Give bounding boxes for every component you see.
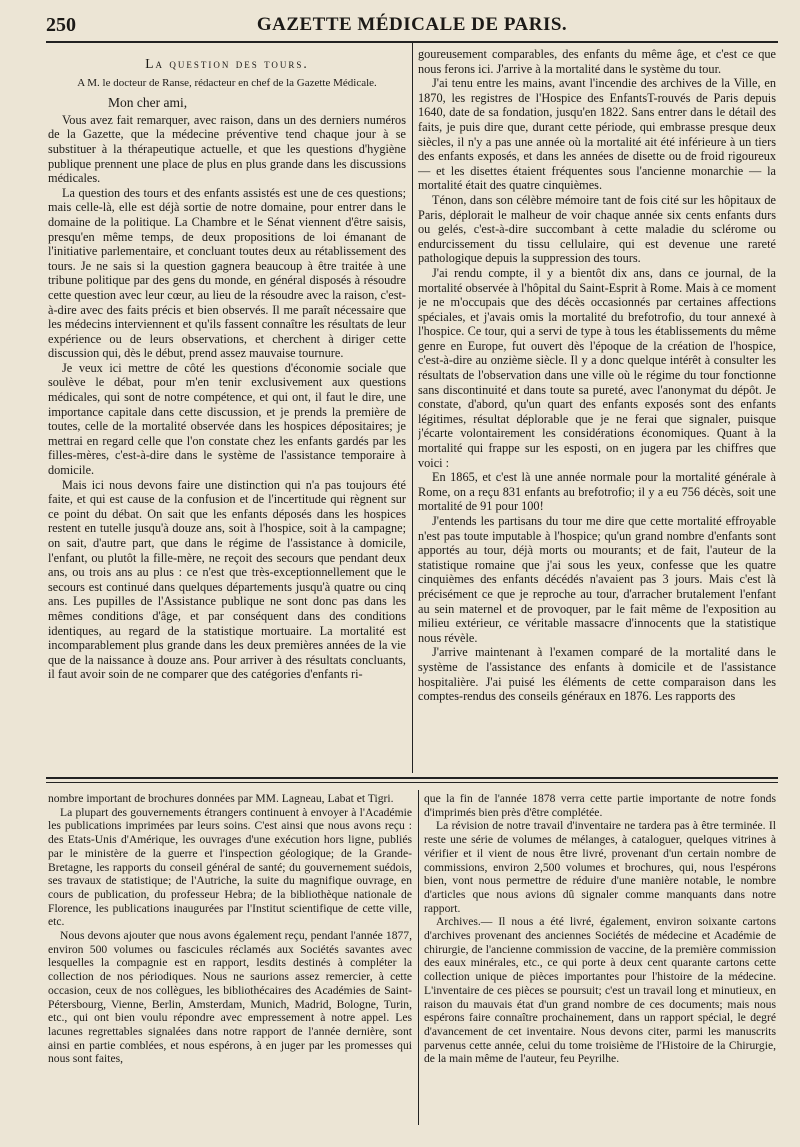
column-divider (412, 43, 413, 773)
right-paragraph: En 1865, et c'est là une année normale pour la mortalité générale à Rome, on a reçu 831 enfants au brefotrofio; il y a eu 756 décès, soit une mortalité de 91 pour 100! (418, 470, 776, 514)
article-title: La question des tours. (145, 56, 309, 71)
article-right-column (418, 47, 776, 772)
article-addressee: A M. le docteur de Ranse, rédacteur en chef de la Gazette Médicale. (77, 76, 377, 89)
bottom-right-paragraph: Archives.— Il nous a été livré, également, environ soixante cartons d'archives provenant des anciennes Sociétés de médecine et Académie de chirurgie, de l'ancienne commission de vaccine, de la première commission des eaux minérales, etc., ce qui porte à deux cent quarante cartons cette collection unique de pièces importantes pour l'histoire de la médecine. L'inventaire de ces pièces se poursuit; c'est un travail long et minutieux, en raison du mauvais état d'un grand nombre de ces documents; mais nous espérons faire connaître prochainement, dans un rapport spécial, le degré d'avancement de cet inventaire. Nous devons citer, parmi les manuscrits parvenus cette année, celui du tome troisième de l'Histoire de la Chirurgie, de la main même de l'auteur, feu Peyrilhe. (424, 915, 776, 1066)
left-paragraph: La question des tours et des enfants assistés est une de ces questions; mais celle-là, elle est déjà sortie de notre domaine, pour entrer dans le domaine de la politique. La Chambre et le Sénat viennent d'être saisis, presqu'en même temps, de deux propositions de loi émanant de l'initiative parlementaire, et concluant toutes deux au rétablissement des tours. Je ne sais si la question gagnera beaucoup à être traitée à une tribune politique par des gens du monde, en général disposés à résoudre cette question avec leur cœur, au lieu de la résoudre avec la raison, c'est-à-dire avec des faits précis et bien observés. Il me paraît nécessaire que les médecins interviennent et qu'ils fassent connaître les résultats de leur expérience ou de leurs observations, et cherchent à diriger cette discussion qui, dès le début, prend assez mauvaise tournure. (48, 185, 406, 361)
section-divider (46, 777, 778, 779)
left-paragraph: Vous avez fait remarquer, avec raison, dans un des derniers numéros de la Gazette, que la médecine préventive tend chaque jour à se substituer à la thérapeutique actuelle, et que les questions d'hygiène publique prennent une place de plus en plus grande dans les discussions médicales. (48, 112, 406, 186)
left-paragraph: Mais ici nous devons faire une distinction qui n'a pas toujours été faite, et qui est cause de la confusion et de l'incertitude qui règnent sur ce point du débat. On sait que les enfants déposés dans les hospices restent en tutelle jusqu'à douze ans, soit à l'hospice, soit à la campagne; on sait, d'autre part, que dans le régime de l'assistance à domicile, l'enfant, ou plutôt la fille-mère, ne reçoit des secours que pendant deux ans, ou trois ans au plus : ce n'est que très-exceptionnellement que le secours est continué dans quelques départements jusqu'à quatre ou cinq ans. Les pupilles de l'Assistance publique ne sont donc pas dans les mêmes conditions d'âge, et par conséquent dans des conditions identiques, au regard de la statistique mortuaire. La mortalité est incomparablement plus grande dans les deux premières années de la vie que de la naissance à douze ans. Pour arriver à des résultats concluants, il faut avoir soin de ne comparer que des catégories d'enfants ri- (48, 477, 406, 682)
right-paragraph: J'arrive maintenant à l'examen comparé de la mortalité dans le système de l'assistance des enfants à domicile et de l'assistance hospitalière. J'ai puisé les éléments de cette comparaison dans les comptes-rendus des conseils généraux en 1876. Les rapports des (418, 645, 776, 704)
bottom-column-divider (418, 790, 419, 1125)
page-header (46, 14, 778, 40)
article-salutation: Mon cher ami, (108, 95, 188, 111)
bottom-right-paragraph: que la fin de l'année 1878 verra cette partie importante de notre fonds d'imprimés bien près d'être complétée. (424, 792, 776, 819)
bottom-left-paragraph: La plupart des gouvernements étrangers continuent à envoyer à l'Académie les publications imprimées par leurs soins. C'est ainsi que nous avons reçu : des Etats-Unis d'Amérique, les ouvrages d'une exécution hors ligne, publiés par le ministère de la guerre et l'inspection géologique; de la Grande-Bretagne, les rapports du conseil général de santé; du gouvernement suédois, ses travaux de statistique; de l'Autriche, la suite du magnifique ouvrage, en cours de publication, du professeur Hebra; de la bibliothèque nationale de Florence, les publications inaugurées par l'Institut scientifique de cette ville, etc. (48, 805, 412, 929)
right-paragraph: J'ai rendu compte, il y a bientôt dix ans, dans ce journal, de la mortalité observée à l'hôpital du Saint-Esprit à Rome. Mais à ce moment je ne m'occupais que des décès occasionnés par certaines affections spéciales, et j'avais omis la mortalité du brefotrofio, du tour annexé à l'hospice. Ce tour, qui a servi de type à tous les établissements du même genre en Europe, fut ouvert dès l'époque de la création de l'hospice, c'est-à-dire au onzième siècle. Il y a donc quelque intérêt à consulter les résultats de l'observation dans une ville où le régime du tour fonctionne sans discontinuité et dans toute sa pureté, avec l'anonymat du dépôt. Je constate, d'abord, qu'un quart des enfants exposés sont des enfants légitimes, résultat déplorable que je ne ferai que signaler, puisque j'écarte volontairement les considérations économiques. Quant à la mortalité qui frappe sur les esposti, on en jugera par les chiffres que voici : (418, 265, 776, 470)
bottom-left-paragraph: Nous devons ajouter que nous avons également reçu, pendant l'année 1877, environ 500 volumes ou fascicules réclamés aux Sociétés savantes avec lesquelles la compagnie est en rapport, lesdits destinés à compléter la collection de nos périodiques. Nous ne saurions assez remercier, à cette occasion, ceux de nos collègues, les bibliothécaires des Académies de Saint-Pétersbourg, Vienne, Berlin, Amsterdam, Munich, Madrid, Bologne, Turin, etc., qui ont bien voulu répondre avec empressement à notre appel. Les lacunes regrettables signalées dans notre rapport de l'année dernière, sont ainsi en partie comblées, et nous espérons, à en juger par les promesses qui nous sont faites, (48, 929, 412, 1066)
right-paragraph: Ténon, dans son célèbre mémoire tant de fois cité sur les hôpitaux de Paris, déplorait le malheur de voir chaque année six cents enfants durs ou gelés, c'est-à-dire succombant à cette maladie du sclérome ou endurcissement du tissu cellulaire, qui est devenue une rareté pathologique depuis la suppression des tours. (418, 192, 776, 266)
page-number: 250 (46, 14, 76, 36)
right-paragraph: J'entends les partisans du tour me dire que cette mortalité effroyable n'est pas toute imputable à l'hospice; qu'un grand nombre d'enfants sont apportés au tour, déjà morts ou mourants; et de fait, l'auteur de la statistique romaine que j'ai sous les yeux, confesse que les quatre cinquièmes des enfants décédés n'avaient pas 3 jours. Mais c'est là précisément ce que je reproche au tour, d'arracher brutalement l'enfant au sein maternel et de provoquer, par le fait même de l'exposition au milieu extérieur, ce véritable massacre d'innocents que la statistique nous révèle. (418, 514, 776, 645)
journal-title: GAZETTE MÉDICALE DE PARIS. (256, 14, 568, 35)
left-paragraph: Je veux ici mettre de côté les questions d'économie sociale que soulève le débat, pour m'en tenir exclusivement aux questions médicales, qui sont de notre compétence, et qui ont, il faut le dire, une importance capitale dans cette discussion, et je prends la première de toutes, celle de la mortalité observée dans les hospices dépositaires; je mettrai en regard celle que l'on constate chez les enfants gardés par les filles-mères, c'est-à-dire dans le système de l'assistance temporaire à domicile. (48, 360, 406, 478)
right-paragraph: goureusement comparables, des enfants du même âge, et c'est ce que nous ferons ici. J'arrive à la mortalité dans le système du tour. (418, 47, 776, 76)
right-paragraph: J'ai tenu entre les mains, avant l'incendie des archives de la Ville, en 1870, les registres de l'Hospice des EnfantsT-rouvés de Paris depuis 1640, date de sa fondation, jusqu'en 1822. Sans entrer dans le détail des faits, je puis dire que, durant cette période, qui embrasse presque deux siècles, il n'y a pas une année où la mortalité ait été inférieure à un tiers des enfants exposés, et dans les années de disette ou de froid rigoureux — et les disettes étaient fréquentes sous l'ancienne monarchie — la mortalité était des quatre cinquièmes. (418, 76, 776, 193)
bottom-left-paragraph: nombre important de brochures données par MM. Lagneau, Labat et Tigri. (48, 792, 394, 805)
bottom-left-column (48, 792, 412, 1125)
section-divider-thin (46, 782, 778, 783)
bottom-right-paragraph: La révision de notre travail d'inventaire ne tardera pas à être terminée. Il reste une série de volumes de mélanges, à cataloguer, quelques vitrines à vérifier et il vient de nous être livré, provenant d'un certain nombre de commissions, environ 2,500 volumes et brochures, qui, nous l'espérons bien, vont nous permettre de réduire d'une manière notable, le nombre d'articles que nous avions dû signaler comme manquants dans notre rapport. (424, 819, 776, 915)
article-left-column (48, 55, 406, 772)
bottom-right-column (424, 792, 776, 1125)
